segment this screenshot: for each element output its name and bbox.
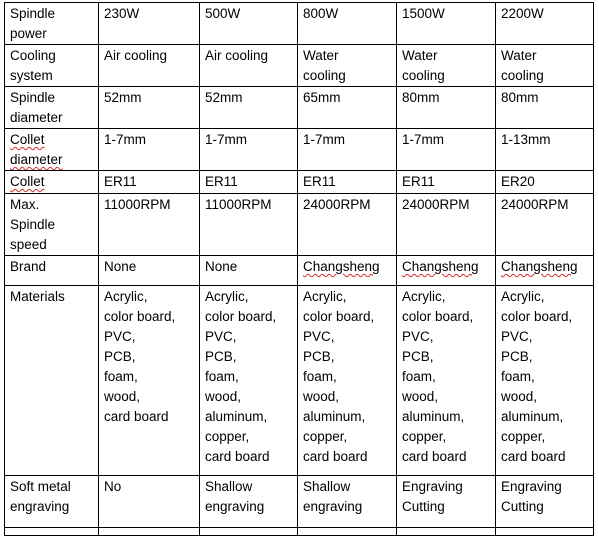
- table-cell: 1-7mm: [200, 129, 298, 171]
- table-cell: Water cooling: [496, 45, 594, 87]
- table-cell: [496, 528, 594, 536]
- table-cell: 1500W: [397, 3, 496, 45]
- table-row: [5, 194, 594, 256]
- table-cell: ER11: [99, 171, 200, 194]
- table-cell: None: [99, 256, 200, 286]
- table-cell: 52mm: [200, 87, 298, 129]
- table-cell: 24000RPM: [298, 194, 397, 256]
- table-cell: 800W: [298, 3, 397, 45]
- table-cell: 1-7mm: [397, 129, 496, 171]
- table-row: [5, 129, 594, 171]
- table-cell: Acrylic, color board, PVC, PCB, foam, wood, aluminum, copper, card board: [496, 286, 594, 476]
- spec-table: [4, 2, 594, 536]
- table-cell: 80mm: [496, 87, 594, 129]
- table-cell: [99, 528, 200, 536]
- table-row: [5, 476, 594, 528]
- table-cell: Changsheng: [496, 256, 594, 286]
- row-label: Brand: [5, 256, 99, 286]
- table-row: [5, 87, 594, 129]
- row-label: Soft metal engraving: [5, 476, 99, 528]
- table-cell: [298, 528, 397, 536]
- row-label: Cooling system: [5, 45, 99, 87]
- table-cell: 65mm: [298, 87, 397, 129]
- table-cell: Acrylic, color board, PVC, PCB, foam, wood, aluminum, copper, card board: [397, 286, 496, 476]
- row-label: Collet diameter: [5, 129, 99, 171]
- table-row: [5, 286, 594, 476]
- table-cell: Acrylic, color board, PVC, PCB, foam, wood, aluminum, copper, card board: [200, 286, 298, 476]
- table-row: [5, 171, 594, 194]
- table-cell: ER11: [298, 171, 397, 194]
- row-label: Max. Spindle speed: [5, 194, 99, 256]
- table-cell: 11000RPM: [99, 194, 200, 256]
- table-cell: 1-7mm: [298, 129, 397, 171]
- table-cell: Acrylic, color board, PVC, PCB, foam, wood, aluminum, copper, card board: [298, 286, 397, 476]
- table-cell: 52mm: [99, 87, 200, 129]
- table-cell: Water cooling: [397, 45, 496, 87]
- table-cell: 1-13mm: [496, 129, 594, 171]
- table-cell: 80mm: [397, 87, 496, 129]
- table-cell: Changsheng: [397, 256, 496, 286]
- table-cell: 11000RPM: [200, 194, 298, 256]
- table-row: [5, 3, 594, 45]
- spec-table-body: [5, 3, 594, 536]
- table-cell: ER11: [397, 171, 496, 194]
- row-label: Spindle diameter: [5, 87, 99, 129]
- table-cell: Changsheng: [298, 256, 397, 286]
- table-cell: 230W: [99, 3, 200, 45]
- table-row: [5, 45, 594, 87]
- table-cell: No: [99, 476, 200, 528]
- table-cell: ER11: [200, 171, 298, 194]
- table-cell: Shallow engraving: [200, 476, 298, 528]
- row-label: Materials: [5, 286, 99, 476]
- table-cell: Shallow engraving: [298, 476, 397, 528]
- table-row: [5, 528, 594, 536]
- table-cell: Water cooling: [298, 45, 397, 87]
- table-cell: [200, 528, 298, 536]
- table-cell: 24000RPM: [397, 194, 496, 256]
- table-cell: Engraving Cutting: [496, 476, 594, 528]
- table-cell: Air cooling: [200, 45, 298, 87]
- table-cell: 2200W: [496, 3, 594, 45]
- table-row: [5, 256, 594, 286]
- table-cell: 1-7mm: [99, 129, 200, 171]
- table-cell: Acrylic, color board, PVC, PCB, foam, wood, card board: [99, 286, 200, 476]
- table-cell: 500W: [200, 3, 298, 45]
- table-cell: Air cooling: [99, 45, 200, 87]
- table-cell: None: [200, 256, 298, 286]
- table-cell: ER20: [496, 171, 594, 194]
- table-cell: 24000RPM: [496, 194, 594, 256]
- table-cell: [397, 528, 496, 536]
- row-label: Collet: [5, 171, 99, 194]
- row-label: Spindle power: [5, 3, 99, 45]
- row-label: [5, 528, 99, 536]
- table-cell: Engraving Cutting: [397, 476, 496, 528]
